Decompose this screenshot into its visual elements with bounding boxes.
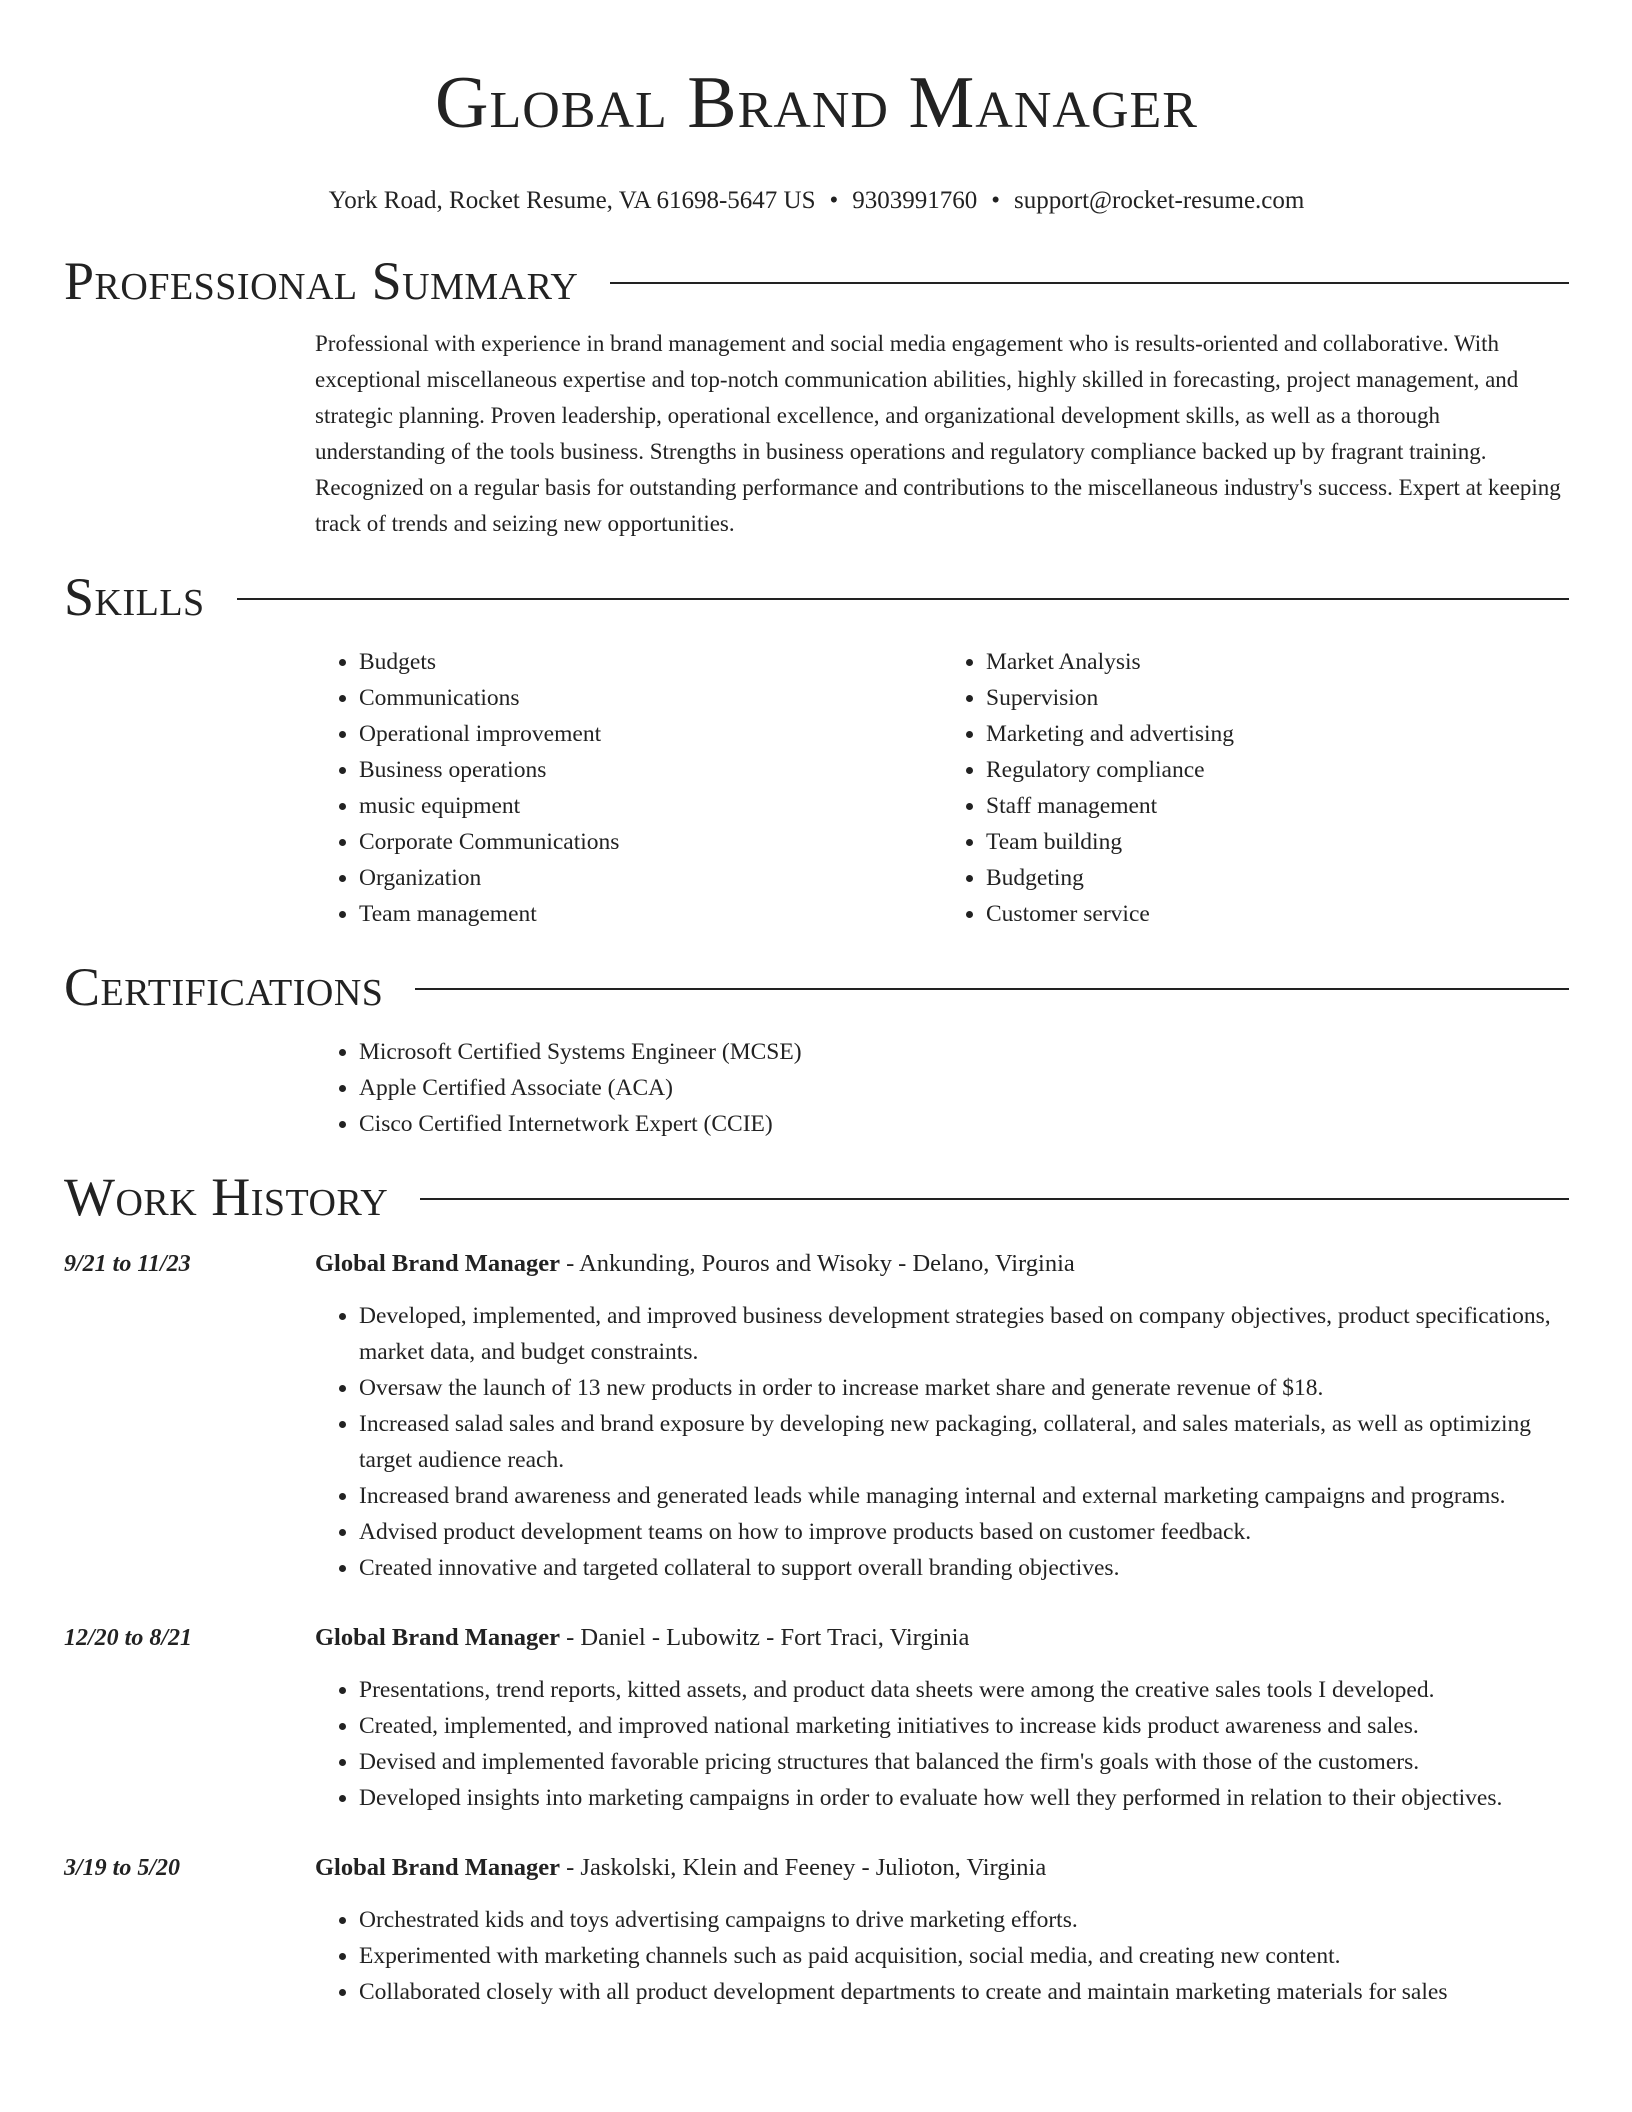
job-bullet: • Created, implemented, and improved national marketing initiatives to increase kids product awareness and sales.: [359, 1708, 1569, 1744]
certifications-section-header: [64, 954, 1569, 1020]
resume-name: Global Brand Manager: [435, 62, 1198, 144]
skill-item: • Marketing and advertising: [986, 716, 1569, 752]
job-bullet: • Presentations, trend reports, kitted assets, and product data sheets were among the creative sales tools I developed.: [359, 1672, 1569, 1708]
section-divider: [415, 988, 1569, 990]
job-title: Global Brand Manager: [315, 1250, 561, 1277]
skill-item: • Budgets: [359, 644, 942, 680]
skill-item: • Business operations: [359, 752, 942, 788]
skill-item: • Staff management: [986, 788, 1569, 824]
job-title-line: [315, 1246, 1569, 1282]
separator: •: [829, 187, 839, 214]
section-divider: [237, 598, 1569, 600]
job-bullet: • Orchestrated kids and toys advertising campaigns to drive marketing efforts.: [359, 1902, 1569, 1938]
summary-text: Professional with experience in brand management and social media engagement who is results-oriented and collaborative. With exceptional miscellaneous expertise and top-notch communication abilities, highly skilled in forecasting, project management, and strategic planning. Proven leadership, operational excellence, and organizational development skills, as well as a thorough understanding of the tools business. Strengths in business operations and regulatory compliance backed up by fragrant training. Recognized on a regular basis for outstanding performance and contributions to the miscellaneous industry's success. Expert at keeping track of trends and seizing new opportunities.: [315, 331, 1561, 536]
job-bullets: [315, 1298, 1569, 1586]
job-dates: 12/20 to 8/21: [64, 1625, 193, 1651]
certifications-list-wrap: [315, 1034, 1569, 1142]
skill-item: • Corporate Communications: [359, 824, 942, 860]
skills-list-right: [942, 644, 1569, 932]
skill-item: • Supervision: [986, 680, 1569, 716]
job-entry: [64, 1620, 1569, 1816]
separator: •: [991, 187, 1001, 214]
job-bullet: • Advised product development teams on how to improve products based on customer feedback.: [359, 1514, 1569, 1550]
skill-item: • Team building: [986, 824, 1569, 860]
job-bullet: • Devised and implemented favorable pricing structures that balanced the firm's goals with those of the customers.: [359, 1744, 1569, 1780]
phone: 9303991760: [852, 187, 978, 214]
job-title-line: [315, 1850, 1569, 1886]
job-company: - Ankunding, Pouros and Wisoky - Delano, Virginia: [560, 1250, 1075, 1277]
section-divider: [420, 1198, 1569, 1200]
skill-item: • Regulatory compliance: [986, 752, 1569, 788]
skill-item: • Customer service: [986, 896, 1569, 932]
job-company: - Jaskolski, Klein and Feeney - Julioton, Virginia: [560, 1854, 1047, 1881]
job-detail: [315, 1246, 1569, 1586]
job-bullets: [315, 1902, 1569, 2010]
certifications-list: [315, 1034, 1569, 1142]
job-title: Global Brand Manager: [315, 1854, 561, 1881]
job-bullet: • Experimented with marketing channels such as paid acquisition, social media, and creating new content.: [359, 1938, 1569, 1974]
job-title: Global Brand Manager: [315, 1624, 561, 1651]
certification-item: • Microsoft Certified Systems Engineer (MCSE): [359, 1034, 1569, 1070]
job-bullet: • Oversaw the launch of 13 new products in order to increase market share and generate revenue of $18.: [359, 1370, 1569, 1406]
job-bullet: • Increased brand awareness and generated leads while managing internal and external marketing campaigns and programs.: [359, 1478, 1569, 1514]
skills-columns: [315, 644, 1569, 932]
certifications-heading: Certifications: [64, 957, 384, 1017]
job-detail: [315, 1620, 1569, 1816]
job-bullets: [315, 1672, 1569, 1816]
work-heading: Work History: [64, 1167, 389, 1227]
job-detail: [315, 1850, 1569, 2010]
skill-item: • music equipment: [359, 788, 942, 824]
skill-item: • Budgeting: [986, 860, 1569, 896]
job-entry: [64, 1850, 1569, 2010]
job-bullet: • Increased salad sales and brand exposure by developing new packaging, collateral, and sales materials, as well as optimizing target audience reach.: [359, 1406, 1569, 1478]
summary-section-header: [64, 248, 1569, 314]
skill-item: • Team management: [359, 896, 942, 932]
work-section-header: [64, 1164, 1569, 1230]
certification-item: • Cisco Certified Internetwork Expert (CCIE): [359, 1106, 1569, 1142]
skill-item: • Operational improvement: [359, 716, 942, 752]
job-dates: 3/19 to 5/20: [64, 1855, 181, 1881]
job-dates: 9/21 to 11/23: [64, 1251, 191, 1277]
skill-item: • Communications: [359, 680, 942, 716]
job-company: - Daniel - Lubowitz - Fort Traci, Virginia: [560, 1624, 970, 1651]
job-bullet: • Collaborated closely with all product development departments to create and maintain marketing materials for sales: [359, 1974, 1569, 2010]
summary-heading: Professional Summary: [64, 251, 579, 311]
job-bullet: • Developed insights into marketing campaigns in order to evaluate how well they performed in relation to their objectives.: [359, 1780, 1569, 1816]
skills-heading: Skills: [64, 567, 205, 627]
skill-item: • Organization: [359, 860, 942, 896]
email: support@rocket-resume.com: [1014, 187, 1305, 214]
job-entry: [64, 1246, 1569, 1586]
contact-line: [64, 184, 1569, 218]
address: York Road, Rocket Resume, VA 61698-5647 US: [328, 187, 816, 214]
skill-item: • Market Analysis: [986, 644, 1569, 680]
job-bullet: • Created innovative and targeted collateral to support overall branding objectives.: [359, 1550, 1569, 1586]
job-title-line: [315, 1620, 1569, 1656]
certification-item: • Apple Certified Associate (ACA): [359, 1070, 1569, 1106]
skills-list-left: [315, 644, 942, 932]
skills-section-header: [64, 564, 1569, 630]
section-divider: [610, 282, 1569, 284]
job-bullet: • Developed, implemented, and improved business development strategies based on company objectives, product specifications, market data, and budget constraints.: [359, 1298, 1569, 1370]
